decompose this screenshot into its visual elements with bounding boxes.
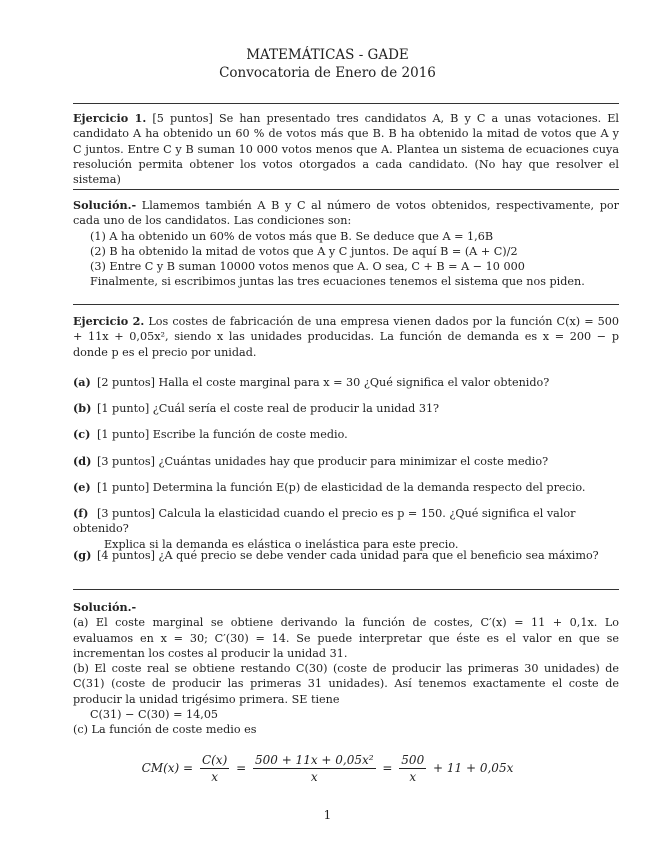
average-cost-formula: CM(x) = $\frac{C(x)}{x}$ = $\frac{\text{500 + 11x + 0,05x²}}{x}$ = $\frac{500}{x}$ + 11 + 0,05x [141, 753, 514, 784]
header [0, 46, 655, 82]
exercise-2-item-e: (e) [1 punto] Determina la función E(p) de elasticidad de la demanda respecto del precio. [73, 480, 586, 494]
solution-1-line: Finalmente, si escribimos juntas las tres ecuaciones tenemos el sistema que nos piden. [90, 275, 585, 289]
divider [73, 189, 619, 190]
exercise-2-item-b: (b) [1 punto] ¿Cuál sería el coste real de producir la unidad 31? [73, 401, 440, 415]
exercise-1 [73, 111, 619, 187]
solution-2-part-a: (a) El coste marginal se obtiene derivando la función de costes, C′(x) = 11 + 0,1x. Lo evaluamos en x = 30; C′(30) = 14. Se puede interpretar que éste es el valor en que se incrementan los costes al producir la unidad 31. [73, 616, 619, 660]
solution-1 [73, 198, 619, 290]
solution-1-label: Solución.- [73, 198, 137, 212]
fraction: $\frac{\text{500 + 11x + 0,05x²}}{x}$ [254, 753, 374, 784]
exercise-1-label: Ejercicio 1. [73, 111, 147, 125]
exercise-2-item-g: (g) [4 puntos] ¿A qué precio se debe vender cada unidad para que el beneficio sea máximo? [73, 548, 599, 562]
divider [73, 589, 619, 590]
exercise-2-item-d: (d) [3 puntos] ¿Cuántas unidades hay que producir para minimizar el coste medio? [73, 454, 549, 468]
solution-1-line: (3) Entre C y B suman 10000 votos menos que A. O sea, C + B = A − 10 000 [90, 260, 525, 274]
exercise-2-label: Ejercicio 2. [73, 314, 145, 328]
divider [73, 103, 619, 104]
solution-1-intro: Llamemos también A B y C al número de votos obtenidos, respectivamente, por cada uno de los candidatos. Las condiciones son: [73, 199, 619, 228]
exercise-2-item-c: (c) [1 punto] Escribe la función de coste medio. [73, 427, 348, 441]
exercise-1-text: [5 puntos] Se han presentado tres candidatos A, B y C a unas votaciones. El candidato A ha obtenido un 60 % de votos más que B. B ha obtenido la mitad de votos que A y C juntos. Entre C y B suman 10 000 votos menos que A. Plantea un sistema de ecuaciones cuya resolución permita obtener los votos otorgados a cada candidato. (No hay que resolver el sistema) [73, 112, 620, 187]
exercise-2-item-f: (f) [3 puntos] Calcula la elasticidad cuando el precio es p = 150. ¿Qué significa el valor obtenido? Explica si la demanda es elástica o inelástica para este precio. [73, 506, 619, 552]
fraction: $\frac{500}{x}$ [401, 753, 425, 784]
exercise-2 [73, 314, 619, 360]
solution-2 [73, 600, 619, 738]
solution-1-line: (2) B ha obtenido la mitad de votos que A y C juntos. De aquí B = (A + C)/2 [90, 244, 518, 258]
solution-2-part-c: (c) La función de coste medio es [73, 723, 257, 737]
page-subtitle: Convocatoria de Enero de 2016 [219, 65, 436, 81]
solution-2-label: Solución.- [73, 600, 137, 614]
solution-2-part-b-equation: C(31) − C(30) = 14,05 [90, 708, 219, 722]
exercise-2-item-f-cont: Explica si la demanda es elástica o inelástica para este precio. [104, 537, 459, 551]
exercise-2-item-a: (a) [2 puntos] Halla el coste marginal para x = 30 ¿Qué significa el valor obtenido? [73, 375, 550, 389]
page-number: 1 [323, 808, 332, 822]
page-title: MATEMÁTICAS - GADE [246, 47, 409, 63]
solution-2-part-b: (b) El coste real se obtiene restando C(30) (coste de producir las primeras 30 unidades) de C(31) (coste de producir las primeras 31 unidades). Así tenemos exactamente el coste de producir la unidad trigésimo primera. SE tiene [73, 662, 619, 706]
fraction: $\frac{C(x)}{x}$ [201, 753, 228, 784]
exercise-2-text: Los costes de fabricación de una empresa vienen dados por la función C(x) = 500 + 11x + 0,05x², siendo x las unidades producidas. La función de demanda es x = 200 − p donde p es el precio por unidad. [73, 315, 619, 359]
solution-1-line: (1) A ha obtenido un 60% de votos más que B. Se deduce que A = 1,6B [90, 229, 494, 243]
divider [73, 304, 619, 305]
